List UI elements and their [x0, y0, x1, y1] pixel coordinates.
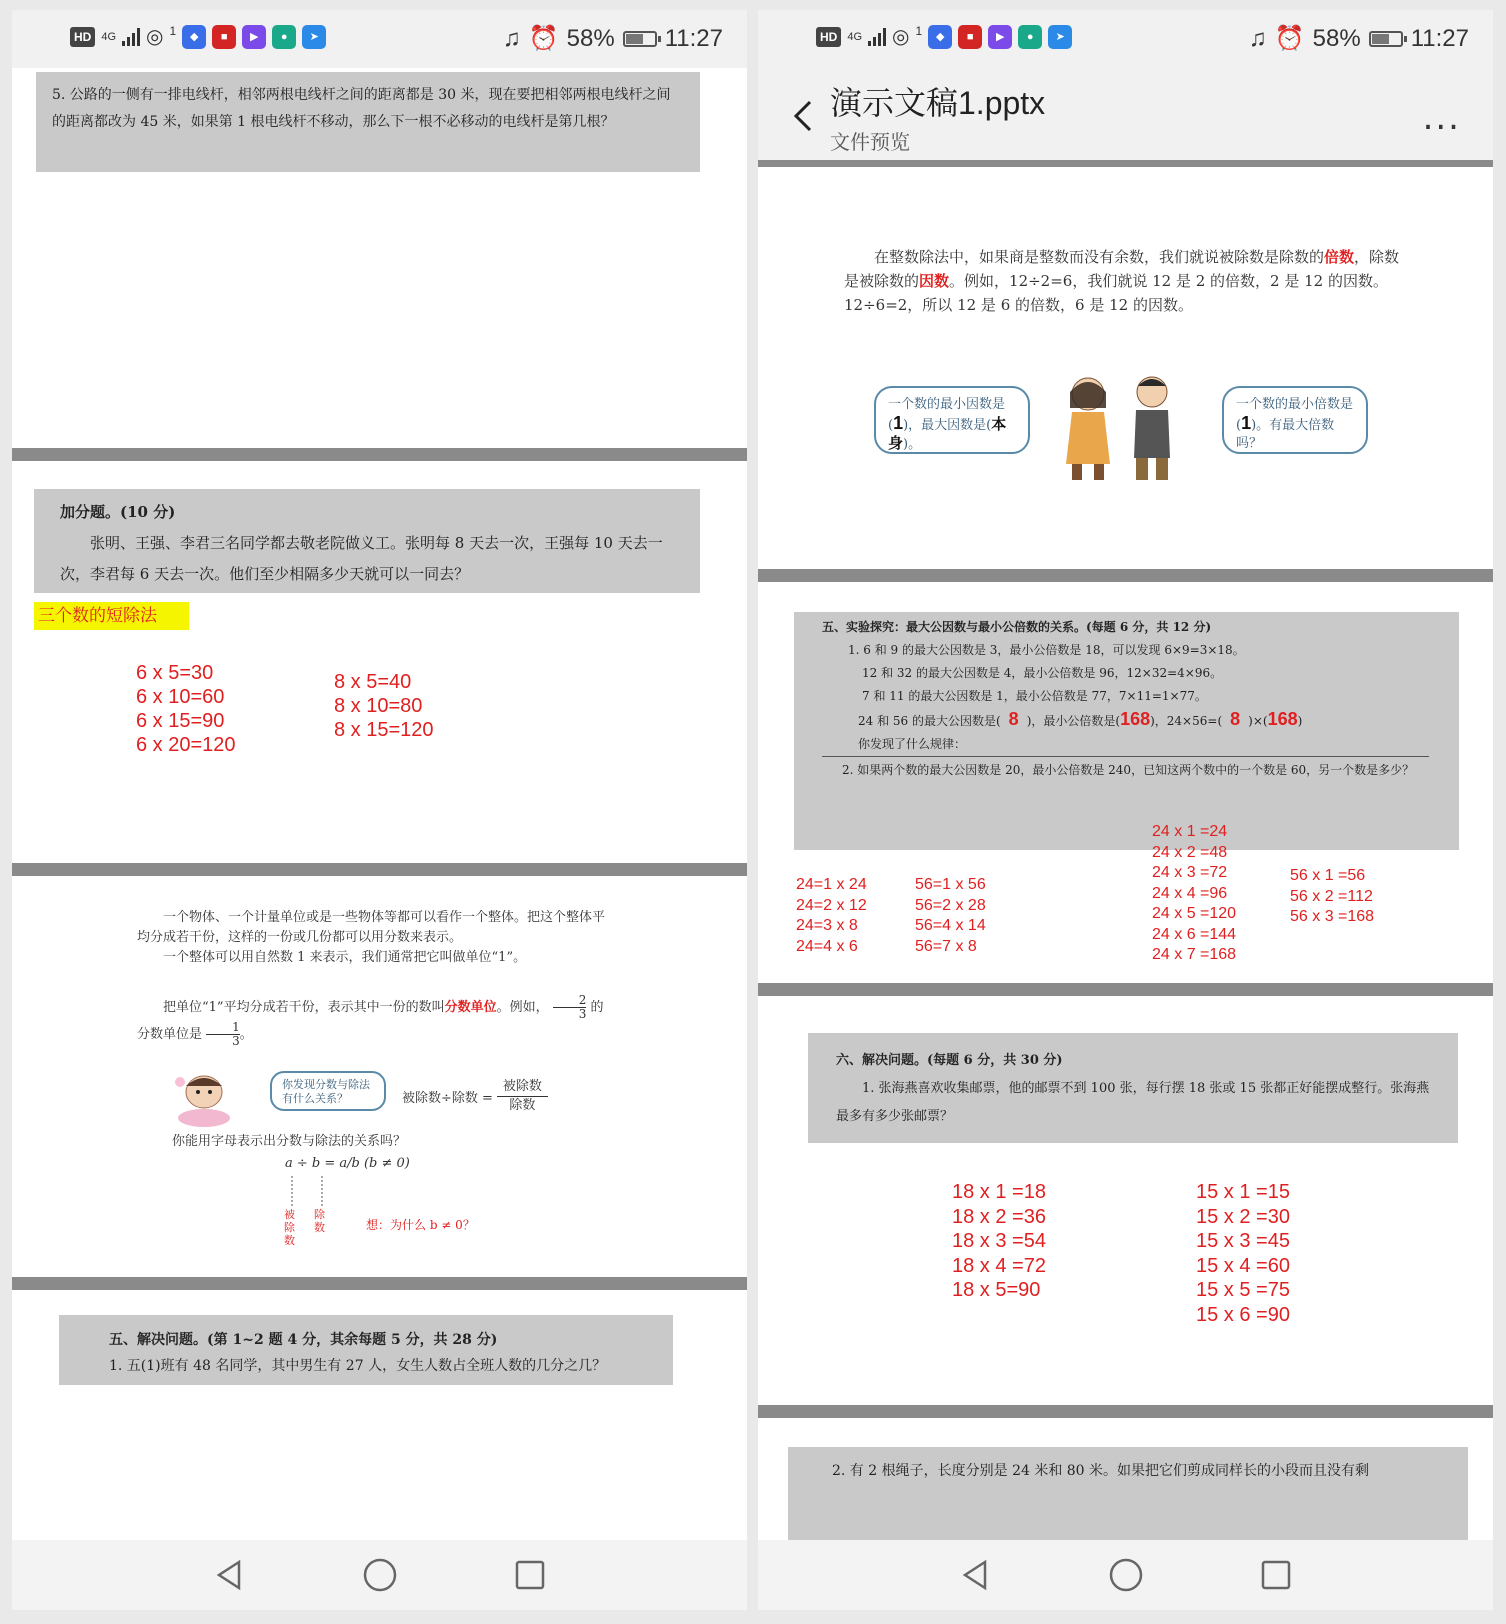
think-note: 想：为什么 b ≠ 0？ — [366, 1218, 475, 1232]
hd-icon: HD — [816, 27, 841, 47]
calc-line: 6 x 10=60 — [136, 686, 225, 708]
battery-percent: 58% — [566, 24, 615, 52]
clock: 11:27 — [664, 24, 723, 52]
explore-l4-e: ) — [1297, 714, 1303, 728]
explore-line-1: 1. 6 和 9 的最大公因数是 3，最小公倍数是 18，可以发现 6×9=3×18。 — [848, 643, 1245, 657]
calc-line: 24 x 3 =72 — [1152, 864, 1228, 881]
multiples-of-18 — [952, 1180, 1046, 1303]
fraction-denominator: 3 — [232, 1034, 240, 1048]
letter-formula: a ÷ b = a/b (b ≠ 0) — [285, 1156, 410, 1171]
calc-line: 24 x 1 =24 — [1152, 823, 1228, 840]
clock: 11:27 — [1410, 24, 1469, 52]
slide-separator — [12, 448, 747, 461]
back-button[interactable] — [210, 1555, 250, 1595]
app-icon-baidu: ◆ — [928, 25, 952, 49]
highlight-label: 三个数的短除法 — [34, 602, 189, 630]
calc-line: 8 x 10=80 — [334, 695, 423, 717]
fraction-unit-term: 分数单位 — [444, 1000, 497, 1015]
letter-question: 你能用字母表示出分数与除法的关系吗？ — [172, 1134, 407, 1149]
formula-dotted-lines — [288, 1176, 328, 1206]
multiples-of-8 — [334, 670, 434, 742]
question-5-text: 5. 公路的一侧有一排电线杆，相邻两根电线杆之间的距离都是 30 米，现在要把相邻两根电线杆之间的距离都改为 45 米，如果第 1 根电线杆不移动，那么下一根不必移动的电线杆是第几根？ — [52, 87, 671, 130]
home-button[interactable] — [1106, 1555, 1146, 1595]
fraction-text-end: 。 — [239, 1027, 253, 1042]
battery-fill — [1372, 34, 1389, 44]
app-icon-red: ■ — [958, 25, 982, 49]
calc-line: 56=1 x 56 — [915, 876, 986, 893]
more-icon[interactable]: ... — [1422, 98, 1461, 138]
calc-line: 18 x 2 =36 — [952, 1205, 1046, 1228]
image-feed[interactable] — [12, 68, 747, 1540]
bubble-right-a: 一个数的最小倍数是( — [1236, 397, 1354, 433]
definition-text — [844, 245, 1404, 317]
definition-b: ，除数是被除数的 — [844, 248, 1400, 290]
calc-line: 24 x 2 =48 — [1152, 843, 1228, 861]
battery-icon — [623, 31, 657, 47]
speech-bubble-left — [874, 386, 1030, 454]
definition-a: 在整数除法中，如果商是整数而没有余数，我们就说被除数是除数的 — [874, 248, 1325, 266]
headset-icon: ♫ — [1248, 24, 1267, 52]
explore-line-5: 你发现了什么规律： — [822, 733, 1429, 757]
answer-lcm-2: 168 — [1267, 709, 1298, 729]
app-icon-baidu: ◆ — [182, 25, 206, 49]
home-circle-icon — [362, 1557, 398, 1593]
slide-separator — [758, 1405, 1493, 1418]
file-preview-header — [758, 68, 1493, 160]
fraction-text-c: 的分数单位是 — [137, 1000, 604, 1042]
network-label: 4G — [847, 30, 863, 43]
file-title: 演示文稿1.pptx — [830, 85, 1046, 121]
label-divisor: 除数 — [314, 1208, 325, 1234]
calc-line: 18 x 4 =72 — [952, 1254, 1046, 1277]
fraction-one-third — [206, 1021, 240, 1048]
bubble-left-b: )，最大因数是( — [903, 418, 992, 433]
bubble-right-b: )。有最大倍数吗？ — [1236, 418, 1335, 451]
recents-square-icon — [1260, 1559, 1292, 1591]
answer-min-multiple: 1 — [1241, 413, 1252, 433]
bonus-text: 张明、王强、李君三名同学都去敬老院做义工。张明每 8 天去一次，王强每 10 天去一次，李君每 6 天去一次。他们至少相隔多少天就可以一同去？ — [60, 534, 663, 583]
scan-rope-question — [788, 1447, 1468, 1540]
calc-line: 56 x 1 =56 — [1290, 867, 1366, 884]
fraction-numerator: 1 — [206, 1021, 240, 1035]
fraction-numerator: 2 — [553, 994, 587, 1008]
home-circle-icon — [1108, 1557, 1144, 1593]
slide-separator — [758, 569, 1493, 582]
calc-line: 15 x 5 =75 — [1196, 1279, 1290, 1301]
recents-square-icon — [514, 1559, 546, 1591]
status-bar — [12, 10, 747, 68]
answer-gcd-2: 8 — [1230, 709, 1241, 729]
explore-l4-a: 24 和 56 的最大公因数是( — [858, 714, 1001, 728]
explore-question-2: 2. 如果两个数的最大公因数是 20，最小公倍数是 240，已知这两个数中的一个数是 60，另一个数是多少？ — [842, 763, 1415, 777]
explore-title: 五、实验探究：最大公因数与最小公倍数的关系。(每题 6 分，共 12 分) — [822, 620, 1212, 634]
alarm-icon: ⏰ — [528, 25, 559, 52]
recents-button[interactable] — [510, 1555, 550, 1595]
calc-line: 15 x 2 =30 — [1196, 1205, 1290, 1228]
headset-icon: ♫ — [502, 24, 521, 52]
right-phone-screen — [758, 10, 1493, 1610]
sim-index: 1 — [169, 24, 177, 38]
calc-line: 6 x 20=120 — [136, 734, 236, 756]
explore-line-3: 7 和 11 的最大公因数是 1，最小公倍数是 77，7×11=1×77。 — [862, 689, 1207, 703]
factors-of-56 — [915, 875, 986, 957]
fraction-paragraph-3 — [137, 994, 607, 1048]
calc-line: 24 x 7 =168 — [1152, 946, 1237, 963]
fraction-two-thirds — [553, 994, 587, 1021]
calc-line: 18 x 1 =18 — [952, 1181, 1046, 1203]
network-label: 4G — [101, 30, 117, 43]
calc-line: 6 x 5=30 — [136, 662, 214, 684]
system-nav-bar — [12, 1540, 747, 1610]
hd-icon: HD — [70, 27, 95, 47]
calc-line: 6 x 15=90 — [136, 710, 225, 732]
explore-line-4 — [822, 708, 1449, 733]
term-multiple: 倍数 — [1324, 248, 1355, 266]
section-5-question-1: 1. 五(1)班有 48 名同学，其中男生有 27 人，女生人数占全班人数的几分之几？ — [109, 1358, 607, 1374]
definition-c: 。例如，12÷2=6，我们就说 12 是 2 的倍数，2 是 12 的因数。12÷6=2，所以 12 是 6 的倍数，6 是 12 的因数。 — [844, 272, 1388, 314]
speech-bubble-right — [1222, 386, 1368, 454]
factors-of-24 — [796, 875, 867, 957]
battery-fill — [626, 34, 643, 44]
factor-multiple-definition — [844, 245, 1404, 317]
fraction-text-a: 把单位“1”平均分成若干份，表示其中一份的数叫 — [163, 1000, 445, 1015]
division-formula — [402, 1078, 548, 1115]
calc-line: 24=2 x 12 — [796, 896, 867, 914]
status-bar — [758, 10, 1493, 68]
slide-separator — [12, 1277, 747, 1290]
calc-line: 8 x 15=120 — [334, 719, 434, 741]
calc-line: 24=4 x 6 — [796, 937, 858, 955]
back-button[interactable] — [784, 96, 824, 136]
fraction-paragraph-2: 一个整体可以用自然数 1 来表示，我们通常把它叫做单位“1”。 — [163, 950, 527, 965]
multiples-of-15 — [1196, 1180, 1290, 1327]
scan-bonus-question — [34, 489, 700, 593]
section-6-title: 六、解决问题。(每题 6 分，共 30 分) — [836, 1053, 1063, 1068]
section-6-question-1: 1. 张海燕喜欢收集邮票，他的邮票不到 100 张，每行摆 18 张或 15 张都正好能摆成整行。张海燕最多有多少张邮票？ — [836, 1081, 1430, 1124]
fraction-text-b: 。例如， — [496, 1000, 549, 1015]
calc-line: 24=3 x 8 — [796, 917, 858, 934]
formula-denominator: 除数 — [509, 1098, 536, 1113]
calc-line: 24=1 x 24 — [796, 876, 867, 893]
explore-line-2: 12 和 32 的最大公因数是 4，最小公倍数是 96，12×32=4×96。 — [862, 666, 1223, 680]
app-icon-green: ● — [272, 25, 296, 49]
app-icon-blue: ➤ — [302, 25, 326, 49]
calc-line: 24 x 5 =120 — [1152, 905, 1237, 922]
calc-line: 15 x 6 =90 — [1196, 1303, 1290, 1326]
formula-fraction — [497, 1078, 548, 1115]
answer-max-factor: 本身 — [888, 416, 1007, 452]
slide-separator — [12, 863, 747, 876]
bubble-left-c: )。 — [903, 437, 922, 452]
label-dividend: 被除数 — [284, 1208, 295, 1247]
battery-icon — [1369, 31, 1403, 47]
calc-line: 15 x 4 =60 — [1196, 1254, 1290, 1277]
app-icon-blue: ➤ — [1048, 25, 1072, 49]
wifi-hotspot-icon: ◎ — [146, 26, 164, 48]
section-5-title: 五、解决问题。(第 1~2 题 4 分，其余每题 5 分，共 28 分) — [109, 1332, 498, 1348]
formula-left: 被除数÷除数 = — [402, 1091, 493, 1106]
rope-question-text: 2. 有 2 根绳子，长度分别是 24 米和 80 米。如果把它们剪成同样长的小段而且没有剩 — [832, 1463, 1370, 1479]
bubble-left-a: 一个数的最小因数是( — [888, 397, 1006, 433]
battery-percent: 58% — [1312, 24, 1361, 52]
speech-bubble: 你发现分数与除法有什么关系？ — [270, 1071, 386, 1111]
children-illustration — [1050, 372, 1190, 482]
recents-button[interactable] — [1256, 1555, 1296, 1595]
calc-line: 24 x 6 =144 — [1152, 925, 1237, 943]
home-button[interactable] — [360, 1555, 400, 1595]
term-factor: 因数 — [919, 272, 950, 290]
chevron-left-icon — [784, 96, 824, 136]
formula-numerator: 被除数 — [497, 1078, 548, 1097]
calc-line: 18 x 3 =54 — [952, 1230, 1046, 1252]
app-icon-video: ▶ — [242, 25, 266, 49]
calc-line: 56 x 2 =112 — [1290, 887, 1373, 905]
calc-line: 18 x 5=90 — [952, 1279, 1041, 1301]
answer-gcd: 8 — [1008, 709, 1019, 729]
header-divider — [758, 160, 1493, 167]
calc-line: 56 x 3 =168 — [1290, 908, 1375, 925]
answer-min-factor: 1 — [893, 413, 904, 433]
signal-icon — [868, 28, 886, 46]
app-icon-red: ■ — [212, 25, 236, 49]
system-nav-bar — [758, 1540, 1493, 1610]
multiples-of-6 — [136, 661, 236, 757]
app-icon-green: ● — [1018, 25, 1042, 49]
calc-line: 8 x 5=40 — [334, 671, 412, 693]
left-phone-screen — [12, 10, 747, 1610]
scan-section-5 — [59, 1315, 673, 1385]
signal-icon — [122, 28, 140, 46]
wifi-hotspot-icon: ◎ — [892, 26, 910, 48]
calc-line: 15 x 1 =15 — [1196, 1181, 1290, 1203]
app-icon-video: ▶ — [988, 25, 1012, 49]
multiples-of-56 — [1290, 866, 1374, 928]
alarm-icon: ⏰ — [1274, 25, 1305, 52]
cartoon-child-illustration — [164, 1068, 244, 1128]
back-button[interactable] — [956, 1555, 996, 1595]
scan-section-6 — [808, 1033, 1458, 1143]
fraction-textbook-page — [137, 908, 607, 1048]
bonus-title: 加分题。(10 分) — [60, 503, 176, 521]
calc-line: 15 x 3 =45 — [1196, 1230, 1290, 1252]
back-triangle-icon — [959, 1558, 993, 1592]
slide-separator — [758, 983, 1493, 996]
answer-lcm: 168 — [1120, 709, 1151, 729]
explore-l4-b: )，最小公倍数是( — [1026, 714, 1121, 728]
fraction-paragraph-1: 一个物体、一个计量单位或是一些物体等都可以看作一个整体。把这个整体平均分成若干份，这样的一份或几份都可以用分数来表示。 — [137, 910, 606, 945]
scan-question-5 — [36, 72, 700, 172]
explore-l4-c: )，24×56=( — [1150, 714, 1223, 728]
calc-line: 56=7 x 8 — [915, 937, 977, 955]
file-subtitle: 文件预览 — [830, 130, 910, 154]
calc-line: 24 x 4 =96 — [1152, 884, 1228, 902]
calc-line: 56=2 x 28 — [915, 896, 986, 914]
back-triangle-icon — [213, 1558, 247, 1592]
calc-line: 56=4 x 14 — [915, 917, 986, 934]
fraction-denominator: 3 — [578, 1007, 587, 1021]
multiples-of-24 — [1152, 822, 1236, 966]
scan-explore-section — [794, 612, 1459, 850]
sim-index: 1 — [915, 24, 923, 38]
explore-l4-d: )×( — [1248, 714, 1268, 728]
slide-feed[interactable] — [758, 167, 1493, 1540]
